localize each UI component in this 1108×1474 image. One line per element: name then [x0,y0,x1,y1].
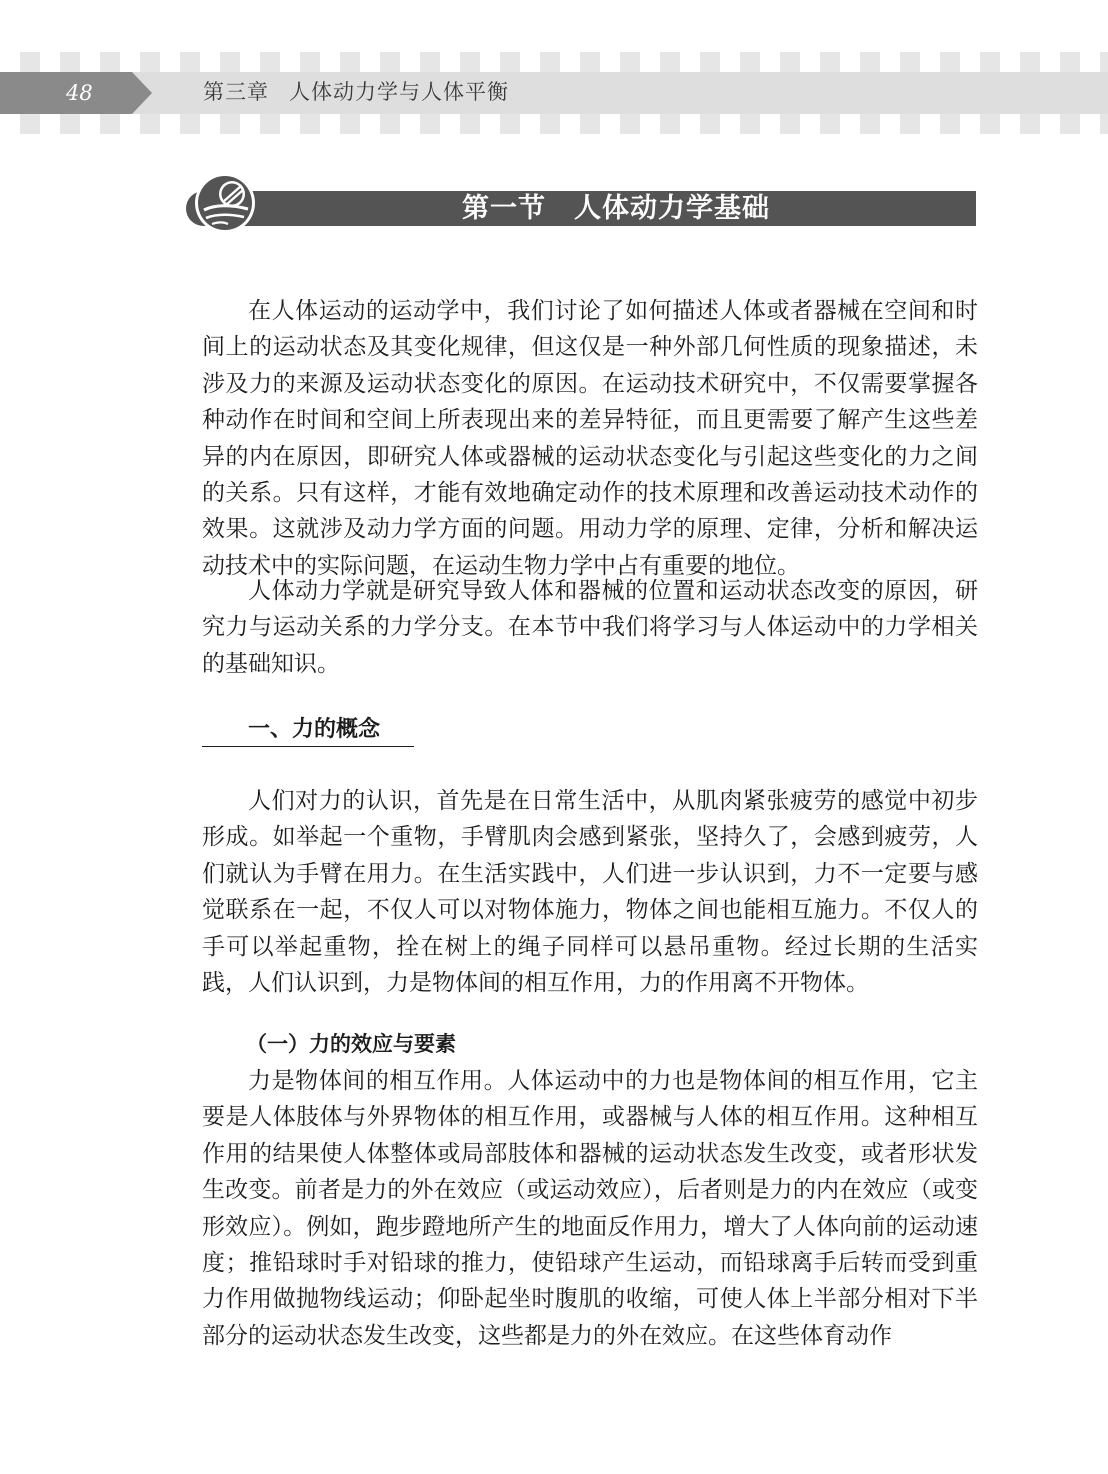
subsection-heading-underline [202,746,414,747]
chapter-name: 人体动力学与人体平衡 [289,80,509,104]
subsection-heading: 一、力的概念 [248,717,381,742]
running-chapter-title [203,78,509,106]
chapter-label: 第三章 [203,80,269,104]
intro-paragraph-1: 在人体运动的运动学中，我们讨论了如何描述人体或者器械在空间和时间上的运动状态及其变化规律，但这仅是一种外部几何性质的现象描述，未涉及力的来源及运动状态变化的原因。在运动技术研究中，不仅需要掌握各种动作在时间和空间上所表现出来的差异特征，而且更需要了解产生这些差异的内在原因，即研究人体或器械的运动状态变化与引起这些变化的力之间的关系。只有这样，才能有效地确定动作的技术原理和改善运动技术动作的效果。这就涉及动力学方面的问题。用动力学的原理、定律，分析和解决运动技术中的实际问题，在运动生物力学中占有重要的地位。 [202,298,978,579]
running-header-band [0,72,1108,114]
header-checker-pattern-top [0,52,1108,72]
page-number: 48 [66,81,93,105]
subsection-paragraph: 人们对力的认识，首先是在日常生活中，从肌肉紧张疲劳的感觉中初步形成。如举起一个重物，手臂肌肉会感到紧张，坚持久了，会感到疲劳，人们就认为手臂在用力。在生活实践中，人们进一步认识到，力不一定要与感觉联系在一起，不仅人可以对物体施力，物体之间也能相互施力。不仅人的手可以举起重物，拴在树上的绳子同样可以悬吊重物。经过长期的生活实践，人们认识到，力是物体间的相互作用，力的作用离不开物体。 [202,788,978,997]
section-name: 人体动力学基础 [574,193,770,224]
header-checker-pattern-bottom [0,114,1108,134]
sub-subsection-paragraph: 力是物体间的相互作用。人体运动中的力也是物体间的相互作用，它主要是人体肢体与外界物体的相互作用，或器械与人体的相互作用。这种相互作用的结果使人体整体或局部肢体和器械的运动状态发生改变，或者形状发生改变。前者是力的外在效应（或运动效应），后者则是力的内在效应（或变形效应）。例如，跑步蹬地所产生的地面反作用力，增大了人体向前的运动速度；推铅球时手对铅球的推力，使铅球产生运动，而铅球离手后转而受到重力作用做抛物线运动；仰卧起坐时腹肌的收缩，可使人体上半部分相对下半部分的运动状态发生改变，这些都是力的外在效应。在这些体育动作 [202,1068,978,1349]
section-label: 第一节 [462,193,546,224]
section-title [256,191,976,226]
sub-subsection-heading: （一）力的效应与要素 [246,1032,456,1056]
sports-ball-emblem-icon [194,172,256,234]
intro-paragraph-2: 人体动力学就是研究导致人体和器械的位置和运动状态改变的原因，研究力与运动关系的力学分支。在本节中我们将学习与人体运动中的力学相关的基础知识。 [202,578,978,677]
